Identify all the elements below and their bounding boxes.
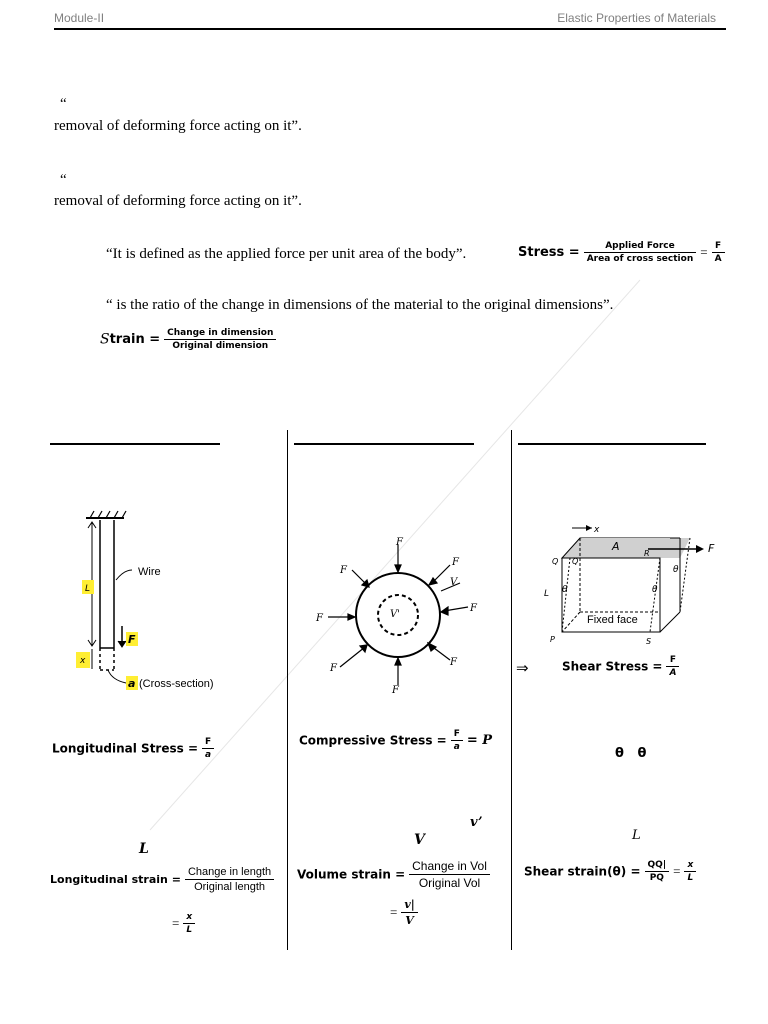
shear-strain-formula (524, 860, 696, 883)
cube-Q-label: Q (552, 557, 559, 566)
longitudinal-strain-den: Original length (194, 881, 265, 893)
shear-stress-den: A (669, 668, 677, 678)
stress-definition: “It is defined as the applied force per unit area of the body”. (106, 246, 467, 262)
cube-Q2-label: Q (572, 557, 579, 566)
longitudinal-strain-den-2: L (186, 925, 193, 935)
volume-strain-simplified (390, 898, 418, 927)
cube-theta-2: θ (652, 585, 658, 595)
shear-stress-num: F (666, 655, 679, 667)
longitudinal-strain-simplified (172, 912, 195, 935)
longitudinal-strain-num: Change in length (185, 866, 274, 880)
longitudinal-stress-formula (52, 737, 214, 760)
volume-strain-num: Change in Vol (409, 859, 490, 875)
implies-symbol: ⇒ (516, 661, 529, 677)
strain-definition: “ is the ratio of the change in dimensions of the material to the original dimensions”. (106, 297, 614, 313)
intro-line-1: removal of deforming force acting on it”. (54, 118, 302, 134)
col2-heading-rule (294, 443, 474, 445)
V-symbol: V (414, 832, 425, 848)
sphere-F-top: F (396, 537, 403, 548)
sphere-F-r: F (470, 603, 477, 614)
cube-L-label: L (544, 589, 550, 599)
shear-strain-fraction-2 (684, 860, 696, 883)
volume-strain-fraction-2 (401, 898, 417, 927)
sphere-F-bl: F (330, 663, 337, 674)
longitudinal-strain-eq: = (172, 915, 180, 931)
stress-numerator-2: F (712, 241, 725, 253)
wire-F-label: F (128, 633, 136, 646)
shear-strain-num-2: x (684, 860, 696, 872)
longitudinal-stress-label: Longitudinal Stress = (52, 741, 199, 756)
col-divider-1 (287, 430, 288, 950)
strain-numerator: Change in dimension (164, 328, 276, 340)
longitudinal-strain-formula (50, 866, 274, 893)
sphere-F-l: F (316, 613, 323, 624)
shear-cube-diagram (540, 520, 730, 650)
cube-x-label: x (594, 525, 600, 535)
shear-strain-den: PQ (649, 873, 664, 883)
stress-numerator: Applied Force (584, 241, 697, 253)
cube-R-label: R (644, 549, 650, 558)
wire-diagram (68, 508, 268, 698)
cube-theta-3: θ (673, 565, 679, 575)
shear-strain-den-2: L (687, 873, 694, 883)
volume-strain-label: Volume strain = (297, 867, 406, 882)
wire-label: Wire (138, 566, 161, 578)
header-right: Elastic Properties of Materials (557, 11, 716, 25)
volume-strain-eq: = (390, 904, 398, 920)
open-quote-1: “ (60, 96, 67, 112)
longitudinal-strain-fraction-2 (183, 912, 195, 935)
sphere-diagram (310, 535, 490, 695)
strain-label-s: S (100, 331, 110, 348)
wire-L-label: L (85, 584, 91, 594)
L-symbol-col1: L (139, 841, 149, 857)
compressive-stress-den: a (453, 742, 460, 752)
L-symbol-col3: L (632, 828, 641, 843)
shear-strain-num: QQ| (645, 860, 670, 872)
longitudinal-strain-fraction (185, 866, 274, 893)
cube-A-label: A (612, 540, 620, 553)
volume-strain-fraction (409, 859, 490, 890)
compressive-stress-rhs: = P (466, 733, 493, 748)
compressive-stress-label: Compressive Stress = (299, 733, 447, 748)
volume-strain-den: Original Vol (418, 876, 481, 890)
col3-heading-rule (518, 443, 706, 445)
wire-cross-label: (Cross-section) (139, 678, 214, 690)
sphere-F-bottom: F (392, 685, 399, 695)
sphere-F-tr: F (452, 557, 459, 568)
stress-label: Stress = (518, 245, 580, 260)
volume-strain-num-2: v| (401, 898, 417, 913)
shear-stress-fraction (666, 655, 679, 678)
cube-F-label: F (708, 542, 715, 555)
longitudinal-stress-num: F (202, 737, 214, 749)
cube-S-label: S (646, 637, 652, 646)
intro-line-2: removal of deforming force acting on it”. (54, 193, 302, 209)
open-quote-2: “ (60, 172, 67, 188)
sphere-V-prime: V' (390, 609, 400, 620)
strain-denominator: Original dimension (172, 341, 269, 351)
shear-stress-label: Shear Stress = (562, 659, 663, 674)
shear-strain-eq: = (673, 863, 681, 879)
stress-eq2: = (700, 244, 708, 260)
col-divider-2 (511, 430, 512, 950)
longitudinal-strain-label: Longitudinal strain = (50, 873, 181, 886)
stress-denominator: Area of cross section (586, 254, 694, 264)
volume-strain-formula (297, 859, 490, 890)
volume-strain-den-2: V (405, 914, 414, 927)
shear-strain-fraction (645, 860, 670, 883)
cube-theta-1: θ (562, 585, 568, 595)
longitudinal-stress-fraction (202, 737, 214, 760)
shear-strain-label: Shear strain(θ) = (524, 864, 641, 879)
header-left: Module-II (54, 11, 105, 25)
wire-x-label: x (80, 656, 86, 666)
longitudinal-stress-den: a (205, 750, 212, 760)
sphere-F-br: F (450, 657, 457, 668)
wire-a-label: a (128, 677, 136, 690)
theta-symbols: θ θ (615, 746, 647, 761)
longitudinal-strain-num-2: x (183, 912, 195, 924)
strain-label-rest: train = (109, 332, 161, 347)
compressive-stress-fraction (451, 729, 463, 752)
cube-P-label: P (550, 635, 555, 644)
stress-denominator-2: A (714, 254, 722, 264)
sphere-F-tl: F (340, 565, 347, 576)
compressive-stress-formula (299, 729, 492, 752)
v-prime-symbol: v’ (470, 815, 483, 830)
sphere-V: V (450, 577, 458, 588)
col1-heading-rule (50, 443, 220, 445)
compressive-stress-num: F (451, 729, 463, 741)
cube-fixed-face-label: Fixed face (587, 614, 638, 626)
shear-stress-formula (562, 655, 679, 678)
